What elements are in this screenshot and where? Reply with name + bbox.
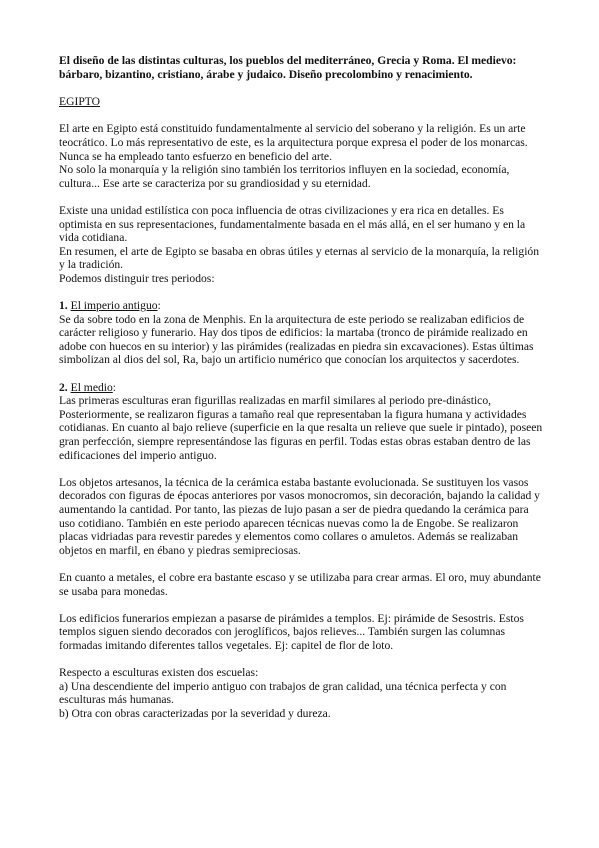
- spacer: [59, 653, 547, 667]
- periods-intro: Podemos distinguir tres periodos:: [59, 271, 215, 285]
- spacer: [59, 462, 547, 476]
- sculpture-school-b: b) Otra con obras caracterizadas por la severidad y dureza.: [59, 706, 331, 720]
- period-2-heading: [59, 381, 547, 395]
- intro-paragraph: No solo la monarquía y la religión sino también los territorios influyen en la sociedad, economía, cultura... Ese arte se caracteriza por su grandiosidad y su eternidad.: [59, 163, 510, 190]
- period-1-colon: :: [157, 299, 161, 313]
- sculpture-school-a: a) Una descendiente del imperio antiguo con trabajos de gran calidad, una técnica perfecta y con esculturas más humanas.: [59, 679, 507, 707]
- intro-paragraph: El arte en Egipto está constituido fundamentalmente al servicio del soberano y la religión. Es un arte teocrático. Lo más representativo de este, es la arquitectura porque expresa el poder de los monarcas. Nunca se ha empleado tanto esfuerzo en beneficio del arte.: [59, 122, 528, 163]
- sculptures-intro: Respecto a esculturas existen dos escuelas:: [59, 666, 259, 680]
- summary-paragraph: En resumen, el arte de Egipto se basaba en obras útiles y eternas al servicio de la monarquía, la religión y la tradición.: [59, 244, 540, 272]
- document-page: [59, 54, 547, 721]
- spacer: [59, 190, 547, 204]
- metals-paragraph: En cuanto a metales, el cobre era bastante escaso y se utilizaba para crear armas. El oro, muy abundante se usaba para monedas.: [59, 570, 541, 598]
- period-1-number: 1.: [59, 299, 68, 313]
- artisan-paragraph: Los objetos artesanos, la técnica de la cerámica estaba bastante evolucionada. Se sustituyen los vasos decorados con figuras de épocas anteriores por vasos monocromos, sin decoración, bajando la calidad y aumentando la cantidad. Por tanto, las piezas de lujo pasan a ser de piedra quedando la cerámica para uso cotidiano. También en este periodo aparecen técnicas nuevas como la de Engobe. Se realizaron placas vidriadas para revestir paredes y elementos como collares o amuletos. Además se realizaban objetos en marfil, en ébano y piedras semipreciosas.: [59, 475, 540, 557]
- spacer: [59, 598, 547, 612]
- period-1-heading: [59, 299, 547, 313]
- period-1-text: Se da sobre todo en la zona de Menphis. En la arquitectura de este periodo se realizaban edificios de carácter religioso y funerario. Hay dos tipos de edificios: la martaba (tronco de pirámide realizado en adobe con huecos en su interior) y las pirámides (realizadas en piedra sin excavaciones). Estas últimas simbolizan al dios del sol, Ra, bajo un artificio numérico que conocían los arquitectos y sacerdotes.: [59, 312, 534, 367]
- spacer: [59, 286, 547, 300]
- period-2-colon: :: [112, 380, 117, 394]
- period-2-number: 2.: [59, 380, 68, 394]
- period-2-text: Las primeras esculturas eran figurillas realizadas en marfil similares al periodo pre-dinástico, Posteriormente, se realizaron figuras a tamaño real que representaban la figura humana y actividades cotidianas. En cuanto al bajo relieve (superficie en la que resalta un relieve que suele ir pintado), poseen gran perfección, siempre representándose las figuras en perfil. Todas estas obras estaban dentro de las edificaciones del imperio antiguo.: [59, 394, 543, 462]
- spacer: [59, 557, 547, 571]
- unity-paragraph: Existe una unidad estilística con poca influencia de otras civilizaciones y era rica en detalles. Es optimista en sus representaciones, fundamentalmente basada en el más allá, en el ser humano y en la vida cotidiana.: [59, 203, 526, 245]
- section-heading-egipto: EGIPTO: [59, 95, 101, 109]
- spacer: [59, 109, 547, 123]
- period-2-name: El medio: [70, 380, 113, 394]
- spacer: [59, 367, 547, 381]
- document-title: El diseño de las distintas culturas, los pueblos del mediterráneo, Grecia y Roma. El medievo: bárbaro, bizantino, cristiano, árabe y judaico. Diseño precolombino y renacimiento.: [59, 54, 517, 81]
- period-1-name: El imperio antiguo: [70, 299, 158, 313]
- funerary-paragraph: Los edificios funerarios empiezan a pasarse de pirámides a templos. Ej: pirámide de Sesostris. Estos templos siguen siendo decorados con jeroglíficos, bajos relieves... También surgen las columnas formadas imitando diferentes tallos vegetales. Ej: capitel de flor de loto.: [59, 611, 524, 652]
